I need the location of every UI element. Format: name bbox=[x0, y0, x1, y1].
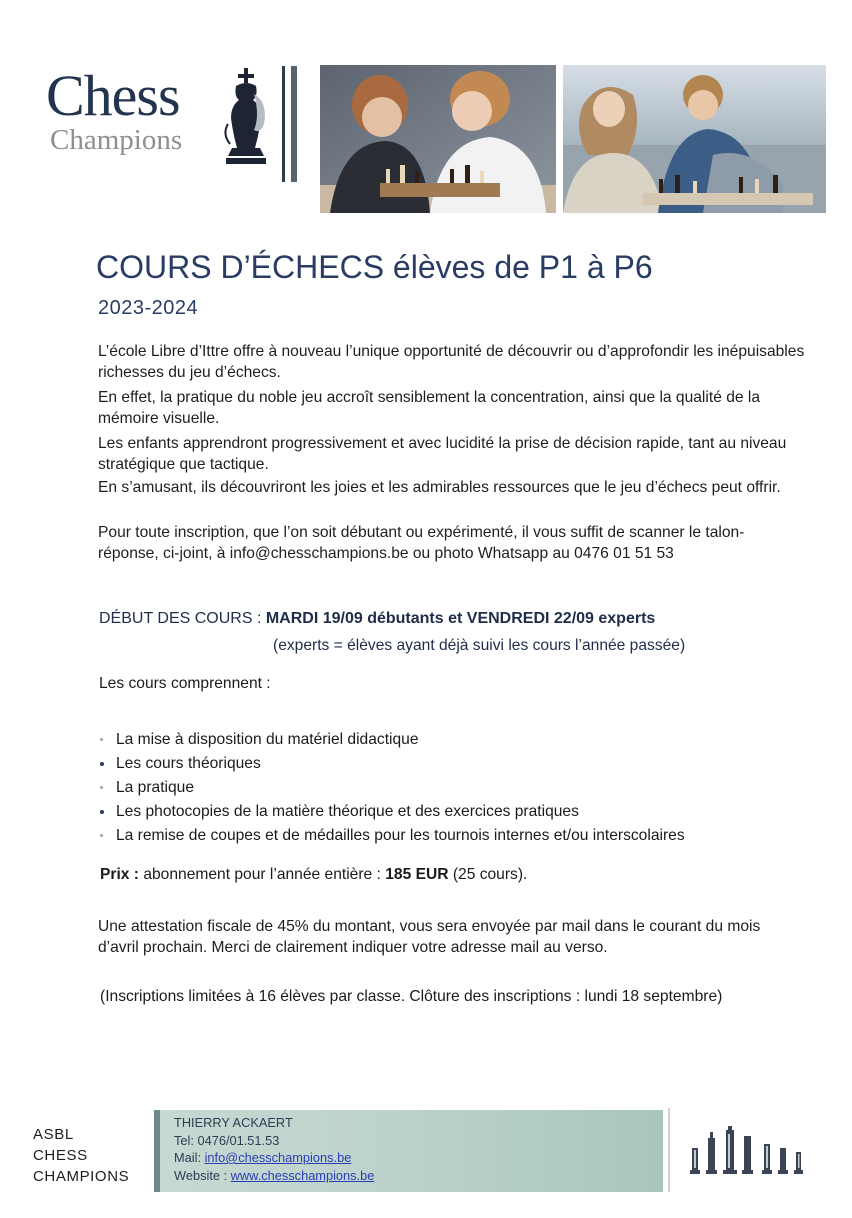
bullet-icon bbox=[100, 762, 104, 766]
price-line: Prix : abonnement pour l’année entière : 185 EUR (25 cours). bbox=[100, 866, 528, 883]
list-item: La remise de coupes et de médailles pour les tournois internes et/ou interscolaires bbox=[98, 824, 685, 848]
bullet-icon bbox=[100, 738, 103, 741]
strategy-paragraph: Les enfants apprendront progressivement et avec lucidité la prise de décision rapide, tant au niveau stratégique que tactique. bbox=[98, 435, 787, 473]
list-item: La mise à disposition du matériel didactique bbox=[98, 728, 685, 752]
list-item: Les cours théoriques bbox=[98, 752, 685, 776]
list-item: Les photocopies de la matière théorique et des exercices pratiques bbox=[98, 800, 685, 824]
photo-kids-chess-outdoors bbox=[563, 65, 826, 213]
course-start-dates: MARDI 19/09 débutants et VENDREDI 22/09 experts bbox=[265, 610, 656, 627]
course-start-label: DÉBUT DES COURS : bbox=[99, 610, 266, 627]
bullet-icon bbox=[100, 786, 103, 789]
website-link[interactable]: www.chesschampions.be bbox=[230, 1167, 375, 1183]
bullet-icon bbox=[100, 834, 103, 837]
fun-paragraph: En s’amusant, ils découvriront les joies et les admirables ressources que le jeu d’échecs peut offrir. bbox=[98, 479, 781, 496]
logo-champions-text: Champions bbox=[50, 124, 183, 156]
footer-organization: ASBL CHESS CHAMPIONS bbox=[33, 1126, 130, 1185]
contact-tel: Tel: 0476/01.51.53 bbox=[174, 1132, 280, 1148]
price-amount: 185 EUR bbox=[385, 866, 449, 883]
registration-paragraph: Pour toute inscription, que l’on soit débutant ou expérimenté, il vous suffit de scanner le talon-réponse, ci-joint, à info@chesschampions.be ou photo Whatsapp au 0476 01 51 53 bbox=[98, 524, 745, 562]
logo-divider-bar-thick bbox=[291, 66, 297, 182]
contact-name: THIERRY ACKAERT bbox=[174, 1115, 293, 1130]
logo-chess-text: Chess bbox=[46, 63, 180, 128]
bullet-icon bbox=[100, 810, 104, 814]
chess-pieces-icon bbox=[688, 1126, 814, 1178]
mail-link[interactable]: info@chesschampions.be bbox=[204, 1150, 352, 1165]
list-item: La pratique bbox=[98, 776, 685, 800]
experts-note: (experts = élèves ayant déjà suivi les cours l’année passée) bbox=[273, 637, 686, 654]
courses-include-label: Les cours comprennent : bbox=[99, 675, 271, 692]
price-label: Prix : bbox=[100, 866, 139, 883]
page-title: COURS D’ÉCHECS élèves de P1 à P6 bbox=[96, 249, 653, 285]
school-year: 2023-2024 bbox=[98, 297, 199, 319]
footer-divider bbox=[668, 1108, 670, 1192]
contact-website: Website : www.chesschampions.be bbox=[174, 1167, 375, 1183]
photo-boys-playing-chess bbox=[320, 65, 556, 213]
intro-paragraph: L’école Libre d’Ittre offre à nouveau l’unique opportunité de découvrir ou d’approfondir les inépuisables richesses du jeu d’échecs. bbox=[98, 343, 805, 381]
chess-king-logo-icon bbox=[214, 64, 276, 174]
contact-box bbox=[154, 1110, 663, 1192]
logo-divider-bar bbox=[282, 66, 285, 182]
tax-certificate-paragraph: Une attestation fiscale de 45% du montant, vous sera envoyée par mail dans le courant du mois d’avril prochain. Merci de clairement indiquer votre adresse mail au verso. bbox=[98, 918, 761, 956]
course-features-list bbox=[98, 728, 685, 848]
contact-mail: Mail: info@chesschampions.be bbox=[174, 1150, 352, 1165]
course-start bbox=[99, 608, 655, 630]
registration-limit-note: (Inscriptions limitées à 16 élèves par classe. Clôture des inscriptions : lundi 18 septembre) bbox=[100, 988, 723, 1005]
concentration-paragraph: En effet, la pratique du noble jeu accroît sensiblement la concentration, ainsi que la qualité de la mémoire visuelle. bbox=[98, 389, 761, 427]
